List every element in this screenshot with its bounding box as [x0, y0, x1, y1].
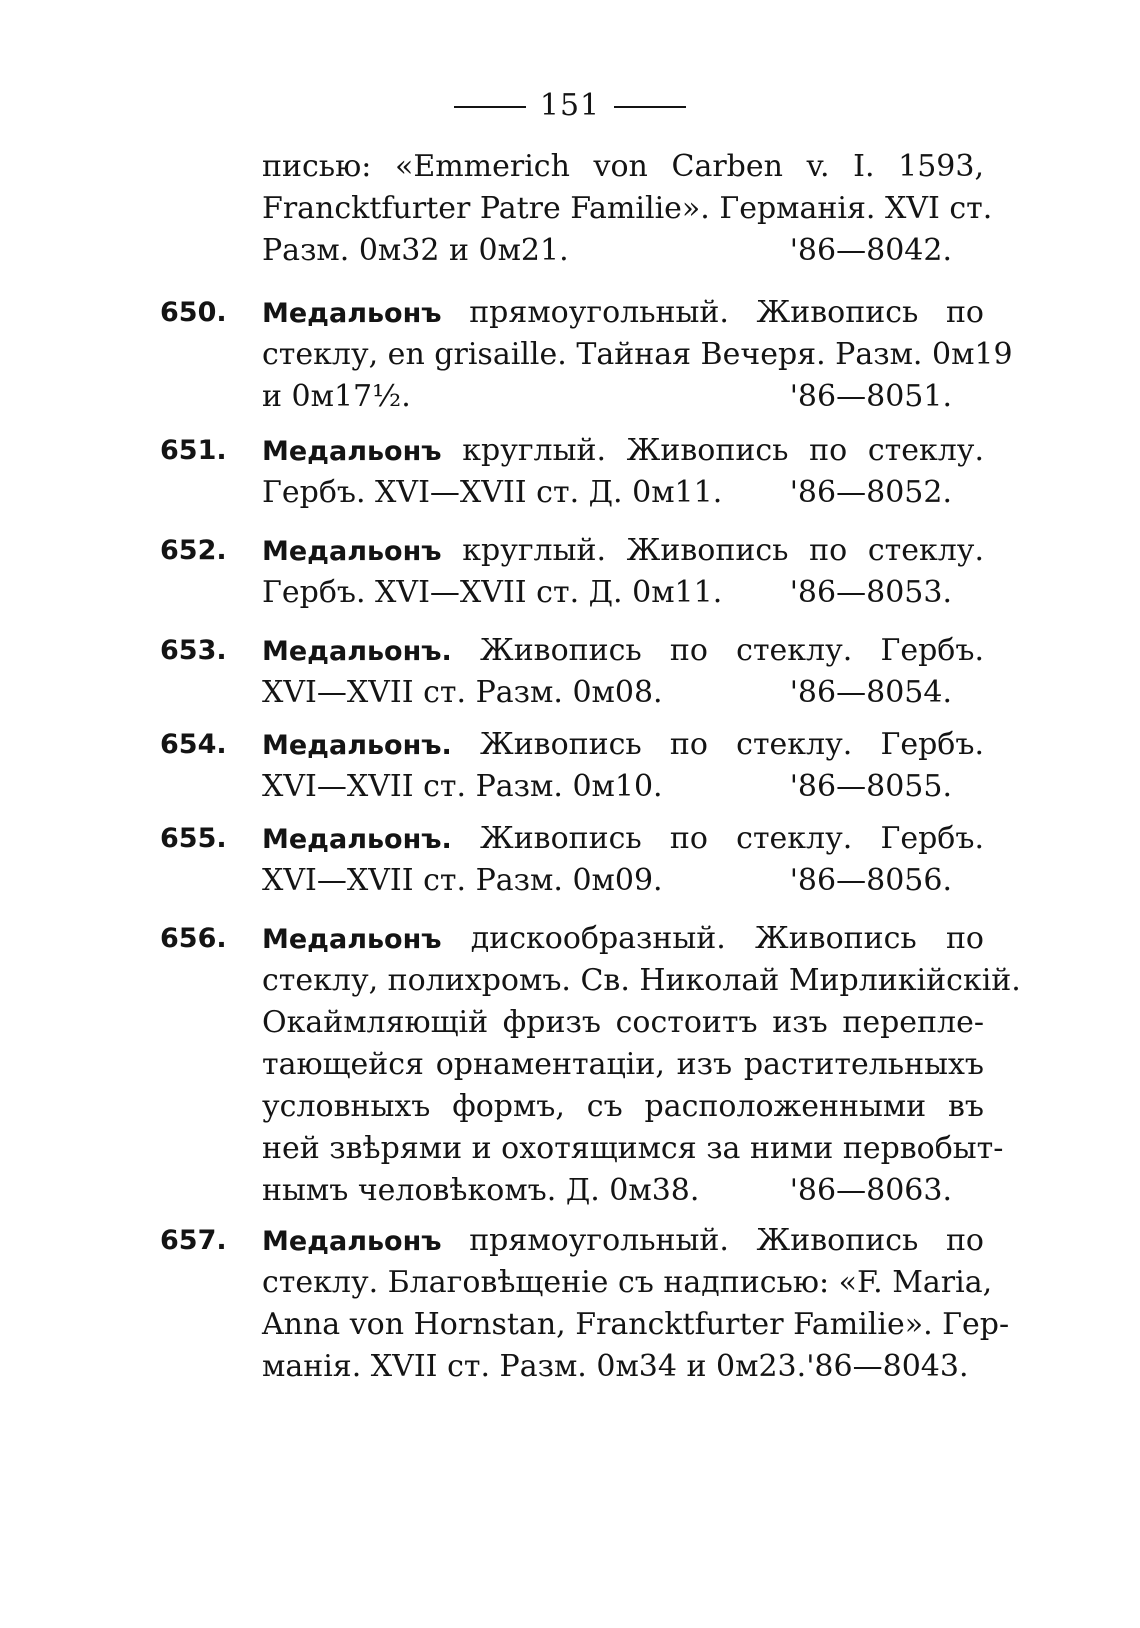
- entry-inventory-ref: '86—8054.: [789, 675, 952, 710]
- page-header: [0, 88, 1140, 123]
- entry-line: условныхъ формъ, съ расположенными въ: [262, 1089, 984, 1124]
- entry-first-line: [262, 430, 984, 472]
- entry-first-text: Живопись по стеклу. Гербъ.: [479, 633, 984, 668]
- entry-last-line: [262, 472, 984, 514]
- entry-last-text: Гербъ. XVI—XVII ст. Д. 0м11.: [262, 475, 723, 510]
- entry-first-text: прямоугольный. Живопись по: [469, 295, 984, 330]
- entry-number: 651.: [160, 435, 227, 466]
- entry-keyword: Медальонъ: [262, 1226, 442, 1257]
- page-number: 151: [539, 88, 601, 123]
- entry-last-line: [262, 860, 984, 902]
- intro-inventory-ref: '86—8042.: [789, 233, 952, 268]
- entry-keyword: Медальонъ: [262, 436, 442, 467]
- entry-inventory-ref: '86—8056.: [789, 863, 952, 898]
- intro-last-line: [262, 230, 984, 272]
- entry-first-line: [262, 918, 984, 960]
- entry-first-line: [262, 292, 984, 334]
- entry-keyword: Медальонъ.: [262, 824, 452, 855]
- entry-first-line: [262, 530, 984, 572]
- entry-last-line: [262, 572, 984, 614]
- entry-number: 650.: [160, 297, 227, 328]
- entry-inventory-ref: '86—8055.: [789, 769, 952, 804]
- entry-first-line: [262, 724, 984, 766]
- entry-number: 655.: [160, 823, 227, 854]
- entry-inventory-ref: '86—8052.: [789, 475, 952, 510]
- entry-line: тающейся орнаментаціи, изъ растительныхъ: [262, 1047, 984, 1082]
- entry-inventory-ref: '86—8043.: [806, 1349, 969, 1384]
- entry-last-text: манія. XVII ст. Разм. 0м34 и 0м23.: [262, 1349, 807, 1384]
- entry-first-text: круглый. Живопись по стеклу.: [462, 533, 984, 568]
- entry-last-line: [262, 766, 984, 808]
- entry-keyword: Медальонъ: [262, 298, 442, 329]
- entry-last-line: [262, 1346, 984, 1388]
- entry-first-line: [262, 630, 984, 672]
- entry-last-line: [262, 376, 984, 418]
- entry-last-text: XVI—XVII ст. Разм. 0м10.: [262, 769, 663, 804]
- entry-last-text: и 0м17½.: [262, 379, 411, 414]
- entry-first-text: Живопись по стеклу. Гербъ.: [479, 727, 984, 762]
- entry-line: стеклу, en grisaille. Тайная Вечеря. Разм. 0м19: [262, 337, 1013, 372]
- entry-inventory-ref: '86—8053.: [789, 575, 952, 610]
- entry-last-line: [262, 672, 984, 714]
- intro-line: Francktfurter Patre Familie». Германія. XVI ст.: [262, 191, 993, 226]
- entry-number: 652.: [160, 535, 227, 566]
- entry-last-text: XVI—XVII ст. Разм. 0м08.: [262, 675, 663, 710]
- intro-line: писью: «Emmerich von Carben v. I. 1593,: [262, 149, 984, 184]
- entry-first-text: Живопись по стеклу. Гербъ.: [479, 821, 984, 856]
- entry-line: Окаймляющій фризъ состоитъ изъ перепле-: [262, 1005, 984, 1040]
- entry-line: стеклу. Благовѣщеніе съ надписью: «F. Maria,: [262, 1265, 993, 1300]
- entry-number: 654.: [160, 729, 227, 760]
- entry-inventory-ref: '86—8051.: [789, 379, 952, 414]
- entry-last-text: Гербъ. XVI—XVII ст. Д. 0м11.: [262, 575, 723, 610]
- entry-line: Anna von Hornstan, Francktfurter Familie». Гер-: [262, 1307, 1010, 1342]
- entry-first-text: дискообразный. Живопись по: [470, 921, 984, 956]
- entry-first-text: прямоугольный. Живопись по: [469, 1223, 984, 1258]
- entry-number: 656.: [160, 923, 227, 954]
- entry-keyword: Медальонъ.: [262, 730, 452, 761]
- header-rule-left: [454, 106, 526, 108]
- entry-line: ней звѣрями и охотящимся за ними первобыт-: [262, 1131, 1004, 1166]
- entry-keyword: Медальонъ: [262, 536, 442, 567]
- entry-first-line: [262, 818, 984, 860]
- entry-keyword: Медальонъ.: [262, 636, 452, 667]
- entry-last-text: нымъ человѣкомъ. Д. 0м38.: [262, 1173, 700, 1208]
- entry-first-text: круглый. Живопись по стеклу.: [462, 433, 984, 468]
- entry-first-line: [262, 1220, 984, 1262]
- header-rule-right: [614, 106, 686, 108]
- entry-number: 657.: [160, 1225, 227, 1256]
- intro-last-text: Разм. 0м32 и 0м21.: [262, 233, 569, 268]
- entry-line: стеклу, полихромъ. Св. Николай Мирликійскій.: [262, 963, 1021, 998]
- entry-number: 653.: [160, 635, 227, 666]
- entry-last-line: [262, 1170, 984, 1212]
- entry-last-text: XVI—XVII ст. Разм. 0м09.: [262, 863, 663, 898]
- entry-inventory-ref: '86—8063.: [789, 1173, 952, 1208]
- entry-keyword: Медальонъ: [262, 924, 442, 955]
